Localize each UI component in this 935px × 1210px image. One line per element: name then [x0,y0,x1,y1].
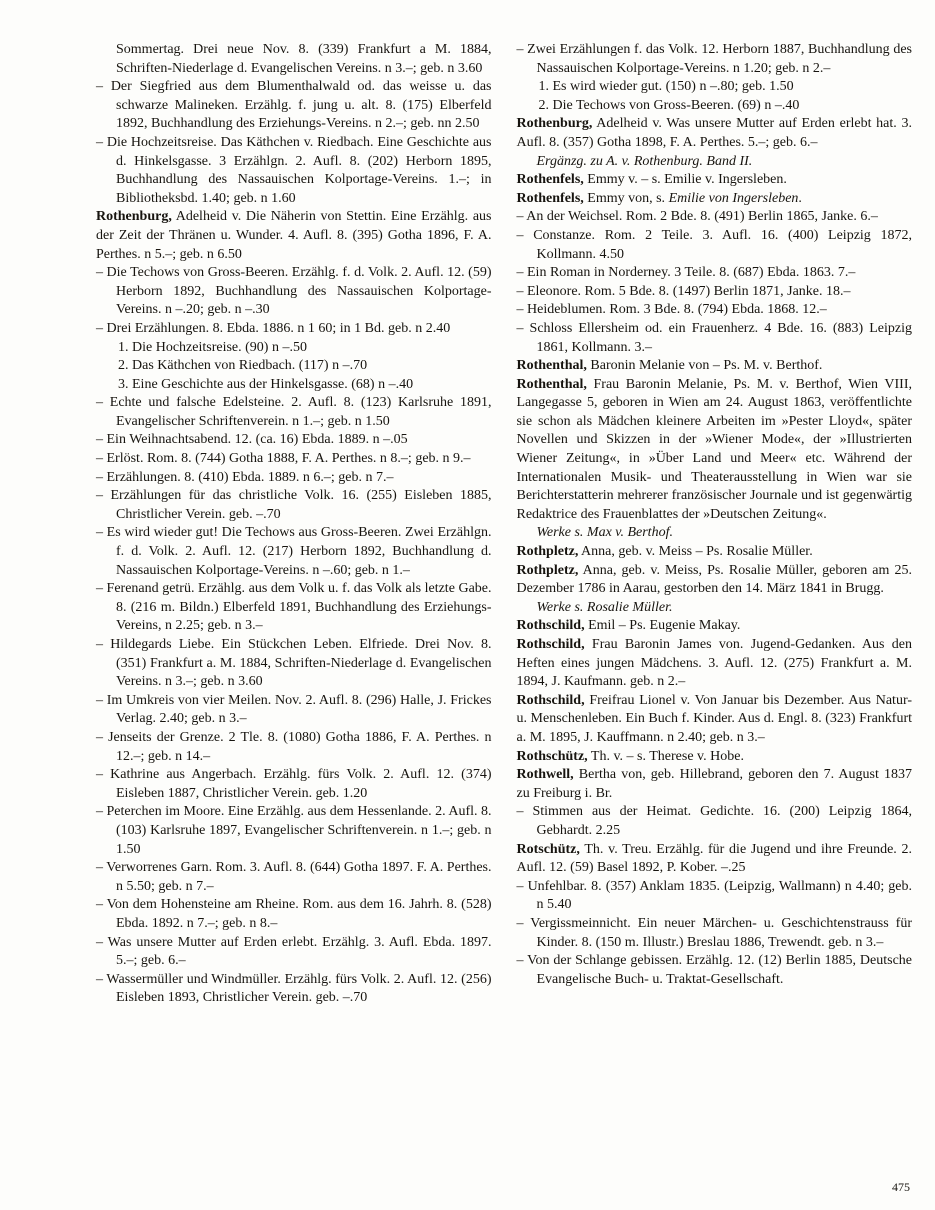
text-segment: – Kathrine aus Angerbach. Erzählg. fürs Volk. 2. Aufl. 12. (374) Eisleben 1887, Christlicher Verein. geb. 1.20 [96,767,492,801]
text-segment: Anna, geb. v. Meiss, Ps. Rosalie Müller, geboren am 25. Dezember 1786 in Aarau, gestorben den 14. März 1841 in Brugg. [516,562,912,597]
text-segment: Adelheid v. Die Näherin von Stettin. Eine Erzählg. aus der Zeit der Thränen u. Wunder. 4. Aufl. 8. (395) Gotha 1896, F. A. Perthes. n 5.–; geb. n 6.50 [96,209,492,262]
paragraph-sub [517,78,913,97]
paragraph-note [517,599,913,618]
paragraph-dash [96,394,492,431]
text-segment: – Ferenand getrü. Erzählg. aus dem Volk u. f. das Volk als letzte Gabe. 8. (216 m. Bildn.) Elberfeld 1891, Buchhandlung des Erziehungs-Vereins, n 2.25; geb. n 3.– [96,581,492,634]
text-segment: Frau Baronin James von. Jugend-Gedanken. Aus den Heften eines jungen Mädchens. 3. Aufl. 12. (275) Frankfurt a. M. 1894, J. Kaufmann. geb. n 2.– [516,637,912,690]
paragraph-sub [96,357,492,376]
paragraph-note [517,524,913,543]
page-number: 475 [892,1180,910,1195]
right-column [517,41,913,1008]
paragraph-dash [96,803,492,859]
text-segment: 1. Die Hochzeitsreise. (90) n –.50 [118,339,307,355]
paragraph-dash [517,320,913,357]
paragraph-entry [517,171,913,190]
paragraph-entry [517,376,913,525]
paragraph-dash [96,896,492,933]
text-segment: Emmy v. – s. Emilie v. Ingersleben. [583,172,787,188]
text-segment: – Erzählungen für das christliche Volk. 16. (255) Eisleben 1885, Christlicher Verein. geb. –.70 [96,488,492,522]
text-segment: Emil – Ps. Eugenie Makay. [584,618,741,634]
text-segment: – Hildegards Liebe. Ein Stückchen Leben. Elfriede. Drei Nov. 8. (351) Frankfurt a. M. 1884, Schriften-Niederlage d. Evangelischen Vereins. n 3.–; geb. n 3.60 [96,637,492,690]
paragraph-dash [96,636,492,692]
paragraph-dash [96,264,492,320]
paragraph-entry [517,115,913,152]
paragraph-entry [517,357,913,376]
paragraph-dash [517,803,913,840]
two-column-text-block [96,41,912,1008]
entry-name: Rothpletz, [516,544,579,560]
text-segment: Th. v. Treu. Erzählg. für die Jugend und ihre Freunde. 2. Aufl. 12. (59) Basel 1892, P. Kober. –.25 [516,841,912,876]
entry-name: Rothenburg, [516,116,593,132]
text-segment: 2. Das Käthchen von Riedbach. (117) n –.70 [118,358,368,374]
text-segment: – Jenseits der Grenze. 2 Tle. 8. (1080) Gotha 1886, F. A. Perthes. n 12.–; geb. n 14.– [96,729,492,764]
text-segment: – Schloss Ellersheim od. ein Frauenherz. 4 Bde. 16. (883) Leipzig 1861, Kollmann. 3.– [516,320,912,355]
text-segment: – Eleonore. Rom. 5 Bde. 8. (1497) Berlin 1871, Janke. 18.– [516,283,851,299]
paragraph-dash [517,878,913,915]
entry-name: Rothschild, [516,637,585,652]
paragraph-sub [96,339,492,358]
text-segment: – Vergissmeinnicht. Ein neuer Märchen- u. Geschichtenstrauss für Kinder. 8. (150 m. Illustr.) Breslau 1886, Trewendt. geb. n 3.– [516,915,912,950]
paragraph-dash [96,469,492,488]
paragraph-entry [517,617,913,636]
entry-name: Rothwell, [516,767,574,783]
paragraph-dash [517,952,913,989]
text-segment: – Der Siegfried aus dem Blumenthalwald od. das weisse u. das schwarze Malineken. Erzählg. f. jung u. alt. 8. (175) Elberfeld 1892, Buchhandlung des Erziehungs-Vereins. n 2.–; geb. nn 2.50 [96,79,492,132]
paragraph-dash [517,41,913,78]
paragraph-cont [96,41,492,78]
text-segment: Th. v. – s. Therese v. Hobe. [587,748,744,764]
paragraph-entry [517,748,913,767]
text-segment: Freifrau Lionel v. Von Januar bis Dezember. Aus Natur- u. Menschenleben. Ein Buch f. Kinder. Aus d. Engl. 8. (323) Frankfurt a. M. 1895, J. Kauffmann. n 2.40; geb. n 3.– [516,692,912,745]
paragraph-entry [517,766,913,803]
text-segment: – Ein Roman in Norderney. 3 Teile. 8. (687) Ebda. 1863. 7.– [516,265,856,281]
text-segment: – Heideblumen. Rom. 3 Bde. 8. (794) Ebda. 1868. 12.– [516,302,827,318]
paragraph-dash [96,729,492,766]
entry-name: Rothenfels, [516,190,584,206]
paragraph-dash [96,487,492,524]
text-segment: – Die Hochzeitsreise. Das Käthchen v. Riedbach. Eine Geschichte aus d. Hinkelsgasse. 3 Erzählgn. 2. Aufl. 8. (202) Herborn 1895, Buchhandlung des Nassauischen Kolportage-Vereins. 1.–; in Bibliotheksbd. 1.40; geb. n 1.60 [96,134,492,206]
paragraph-sub [517,97,913,116]
paragraph-entry [517,841,913,878]
text-segment: – Verworrenes Garn. Rom. 3. Aufl. 8. (644) Gotha 1897. F. A. Perthes. n 5.50; geb. n 7.– [96,860,492,894]
entry-name: Rothschild, [516,692,585,708]
paragraph-entry [517,636,913,692]
text-segment: – An der Weichsel. Rom. 2 Bde. 8. (491) Berlin 1865, Janke. 6.– [516,209,878,225]
text-segment: Sommertag. Drei neue Nov. 8. (339) Frankfurt a M. 1884, Schriften-Niederlage d. Evangelischen Vereins. n 3.–; geb. n 3.60 [116,42,492,76]
paragraph-dash [517,915,913,952]
text-segment: – Stimmen aus der Heimat. Gedichte. 16. (200) Leipzig 1864, Gebhardt. 2.25 [516,804,912,838]
paragraph-dash [517,301,913,320]
paragraph-entry [96,208,492,264]
paragraph-entry [517,543,913,562]
paragraph-dash [96,580,492,636]
paragraph-dash [96,320,492,339]
text-segment: 2. Die Techows von Gross-Beeren. (69) n –.40 [538,97,800,113]
paragraph-note [517,153,913,172]
paragraph-dash [96,859,492,896]
paragraph-dash [96,450,492,469]
entry-name: Rothenthal, [516,376,587,392]
paragraph-sub [96,376,492,395]
entry-name: Rothschütz, [516,748,588,764]
paragraph-dash [96,431,492,450]
text-segment: – Peterchen im Moore. Eine Erzählg. aus dem Hessenlande. 2. Aufl. 8. (103) Karlsruhe 1897, Evangelischer Schriftenverein. n 1.–; geb. n 1.50 [96,804,492,857]
entry-name: Rothpletz, [516,562,579,578]
paragraph-entry [517,190,913,209]
text-segment: – Die Techows von Gross-Beeren. Erzählg. f. d. Volk. 2. Aufl. 12. (59) Herborn 1892, Buchhandlung des Nassauischen Kolportage-Vereins. n –.20; geb. n –.30 [96,265,492,318]
text-segment: Werke s. Rosalie Müller. [536,599,673,615]
text-segment: – Drei Erzählungen. 8. Ebda. 1886. n 1 60; in 1 Bd. geb. n 2.40 [96,320,451,336]
text-segment: Adelheid v. Was unsere Mutter auf Erden erlebt hat. 3. Aufl. 8. (357) Gotha 1898, F. A. Perthes. 5.–; geb. 6.– [516,116,912,150]
text-segment: – Unfehlbar. 8. (357) Anklam 1835. (Leipzig, Wallmann) n 4.40; geb. n 5.40 [516,878,912,913]
entry-name: Rothenfels, [516,172,584,188]
text-segment: – Was unsere Mutter auf Erden erlebt. Erzählg. 3. Aufl. Ebda. 1897. 5.–; geb. 6.– [96,934,492,969]
paragraph-dash [96,134,492,208]
paragraph-dash [96,766,492,803]
entry-name: Rothenburg, [96,209,172,225]
text-segment: – Von dem Hohensteine am Rheine. Rom. aus dem 16. Jahrh. 8. (528) Ebda. 1892. n 7.–; geb. n 8.– [96,897,492,931]
text-segment: – Im Umkreis von vier Meilen. Nov. 2. Aufl. 8. (296) Halle, J. Frickes Verlag. 2.40; geb. n 3.– [96,692,492,727]
paragraph-dash [517,227,913,264]
paragraph-dash [517,208,913,227]
paragraph-dash [517,264,913,283]
entry-name: Rothschild, [516,618,585,634]
text-segment: 3. Eine Geschichte aus der Hinkelsgasse. (68) n –.40 [118,376,414,392]
paragraph-dash [96,934,492,971]
entry-name: Rothenthal, [516,358,587,374]
text-segment: Bertha von, geb. Hillebrand, geboren den 7. August 1837 zu Freiburg i. Br. [516,767,912,801]
paragraph-dash [96,692,492,729]
left-column [96,41,492,1008]
text-segment: Ergänzg. zu A. v. Rothenburg. Band II. [536,153,753,169]
text-segment: Frau Baronin Melanie, Ps. M. v. Berthof, Wien VIII, Langegasse 5, geboren in Wien am 24. August 1863, veröffentlichte sie schon als Mädchen kleinere Arbeiten im »Pester Lloyd«, später Novellen und Skizzen in der »Wiener Mode«, der »Illustrierten Wiener Zeitung«, in »Über Land und Meer« etc. Während der Internationalen Musik- und Theaterausstellung in Wien war sie Berichterstatterin mehrerer französischer Journale und ist gegenwärtig Redaktrice des Frauenblattes der »Deutschen Zeitung«. [516,376,912,522]
text-segment: – Ein Weihnachtsabend. 12. (ca. 16) Ebda. 1889. n –.05 [96,432,408,448]
text-segment: – Wassermüller und Windmüller. Erzählg. fürs Volk. 2. Aufl. 12. (256) Eisleben 1893, Christlicher Verein. geb. –.70 [96,971,492,1006]
text-segment: 1. Es wird wieder gut. (150) n –.80; geb. 1.50 [538,79,794,95]
text-segment: Emmy von, s. [583,190,669,206]
text-segment: Werke s. Max v. Berthof. [536,525,673,541]
entry-name: Rotschütz, [516,841,580,857]
paragraph-entry [517,692,913,748]
text-segment: – Erzählungen. 8. (410) Ebda. 1889. n 6.–; geb. n 7.– [96,469,394,485]
paragraph-dash [96,971,492,1008]
text-segment: – Von der Schlange gebissen. Erzählg. 12. (12) Berlin 1885, Deutsche Evangelische Buch- u. Traktat-Gesellschaft. [516,953,912,987]
text-segment: – Zwei Erzählungen f. das Volk. 12. Herborn 1887, Buchhandlung des Nassauischen Kolportage-Vereins. n 1.20; geb. n 2.– [516,42,912,76]
text-segment: Anna, geb. v. Meiss – Ps. Rosalie Müller. [578,544,813,560]
text-segment: . [798,190,802,206]
text-segment: – Erlöst. Rom. 8. (744) Gotha 1888, F. A. Perthes. n 8.–; geb. n 9.– [96,451,471,467]
paragraph-dash [96,524,492,580]
text-segment: Baronin Melanie von – Ps. M. v. Berthof. [586,358,823,374]
text-segment: – Es wird wieder gut! Die Techows aus Gross-Beeren. Zwei Erzählgn. f. d. Volk. 2. Aufl. 12. (217) Herborn 1892, Buchhandlung d. Nassauischen Kolportage-Vereins. n –.60; geb. n 1.– [96,525,492,578]
text-segment: Emilie von Ingersleben [668,190,799,206]
paragraph-entry [517,562,913,599]
text-segment: – Constanze. Rom. 2 Teile. 3. Aufl. 16. (400) Leipzig 1872, Kollmann. 4.50 [516,227,912,262]
paragraph-dash [517,283,913,302]
text-segment: – Echte und falsche Edelsteine. 2. Aufl. 8. (123) Karlsruhe 1891, Evangelischer Schriftenverein. n 1.–; geb. n 1.50 [96,395,492,429]
paragraph-dash [96,78,492,134]
